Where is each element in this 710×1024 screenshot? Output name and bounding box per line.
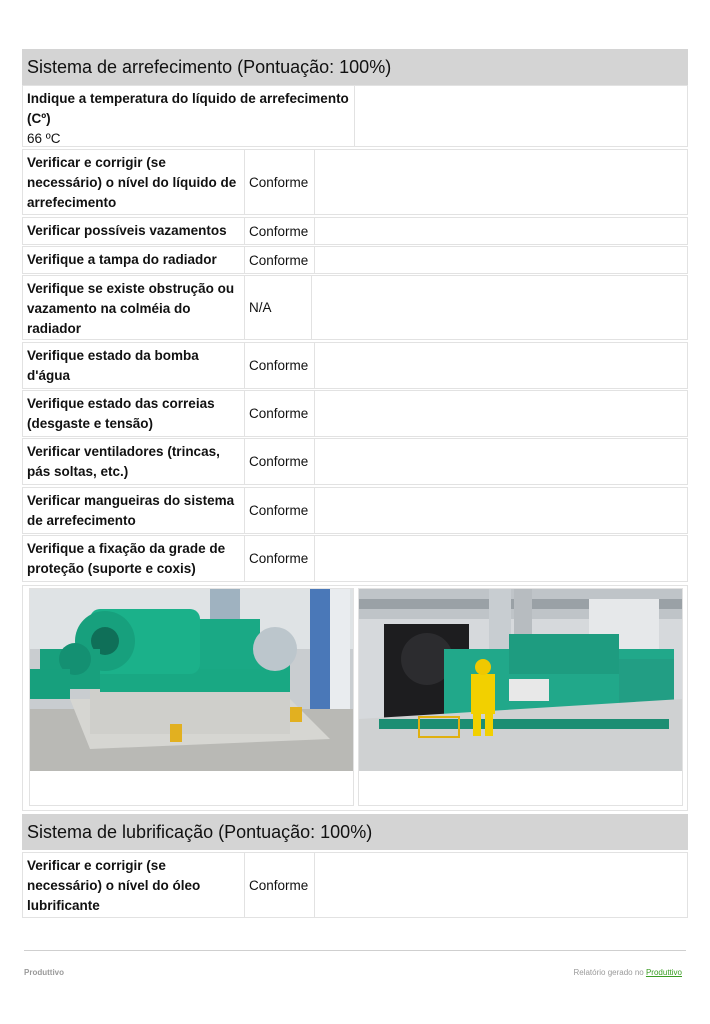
section-title-cooling: Sistema de arrefecimento (Pontuação: 100%) bbox=[22, 49, 688, 85]
checklist-answer: Conforme bbox=[245, 853, 315, 917]
checklist-question: Verificar e corrigir (se necessário) o nível do óleo lubrificante bbox=[23, 853, 245, 917]
checklist-row bbox=[22, 246, 688, 274]
temperature-question: Indique a temperatura do líquido de arrefecimento (Cº) bbox=[27, 91, 349, 126]
photo-frame[interactable] bbox=[358, 588, 683, 806]
checklist-row bbox=[22, 149, 688, 215]
checklist-question: Verifique a fixação da grade de proteção (suporte e coxis) bbox=[23, 536, 245, 581]
checklist-question: Verificar mangueiras do sistema de arrefecimento bbox=[23, 488, 245, 533]
checklist-question: Verifique a tampa do radiador bbox=[23, 247, 245, 273]
checklist-answer: Conforme bbox=[245, 150, 315, 214]
checklist-answer: Conforme bbox=[245, 439, 315, 484]
checklist-question: Verifique estado da bomba d'água bbox=[23, 343, 245, 388]
checklist-question: Verifique se existe obstrução ou vazamento na colméia do radiador bbox=[23, 276, 245, 339]
checklist-question: Verificar possíveis vazamentos bbox=[23, 218, 245, 244]
temperature-value: 66 ºC bbox=[27, 131, 61, 146]
checklist-answer: Conforme bbox=[245, 247, 315, 273]
footer-credit bbox=[573, 968, 682, 977]
checklist-row bbox=[22, 217, 688, 245]
checklist-answer: Conforme bbox=[245, 536, 315, 581]
generator-room-photo[interactable] bbox=[359, 589, 682, 771]
checklist-question: Verifique estado das correias (desgaste e tensão) bbox=[23, 391, 245, 436]
photo-frame[interactable] bbox=[29, 588, 354, 806]
checklist-question: Verificar e corrigir (se necessário) o nível do líquido de arrefecimento bbox=[23, 150, 245, 214]
footer-link[interactable]: Produttivo bbox=[645, 968, 682, 977]
checklist-answer: Conforme bbox=[245, 343, 315, 388]
checklist-row bbox=[22, 438, 688, 485]
checklist-row bbox=[22, 487, 688, 534]
footer-credit-text: Relatório gerado no bbox=[573, 968, 646, 977]
checklist-answer: N/A bbox=[245, 276, 312, 339]
checklist-answer: Conforme bbox=[245, 488, 315, 533]
photo-gallery bbox=[22, 585, 688, 811]
checklist-question: Verificar ventiladores (trincas, pás soltas, etc.) bbox=[23, 439, 245, 484]
temperature-row bbox=[22, 85, 688, 147]
footer-divider bbox=[24, 950, 686, 951]
checklist-row bbox=[22, 275, 688, 340]
footer-brand: Produttivo bbox=[24, 968, 64, 977]
checklist-answer: Conforme bbox=[245, 218, 315, 244]
checklist-row bbox=[22, 342, 688, 389]
pump-room-photo[interactable] bbox=[30, 589, 353, 771]
temperature-question-cell bbox=[23, 86, 355, 146]
checklist-row bbox=[22, 390, 688, 437]
checklist-answer: Conforme bbox=[245, 391, 315, 436]
section-title-lubrication: Sistema de lubrificação (Pontuação: 100%) bbox=[22, 814, 688, 850]
checklist-row bbox=[22, 535, 688, 582]
checklist-row bbox=[22, 852, 688, 918]
